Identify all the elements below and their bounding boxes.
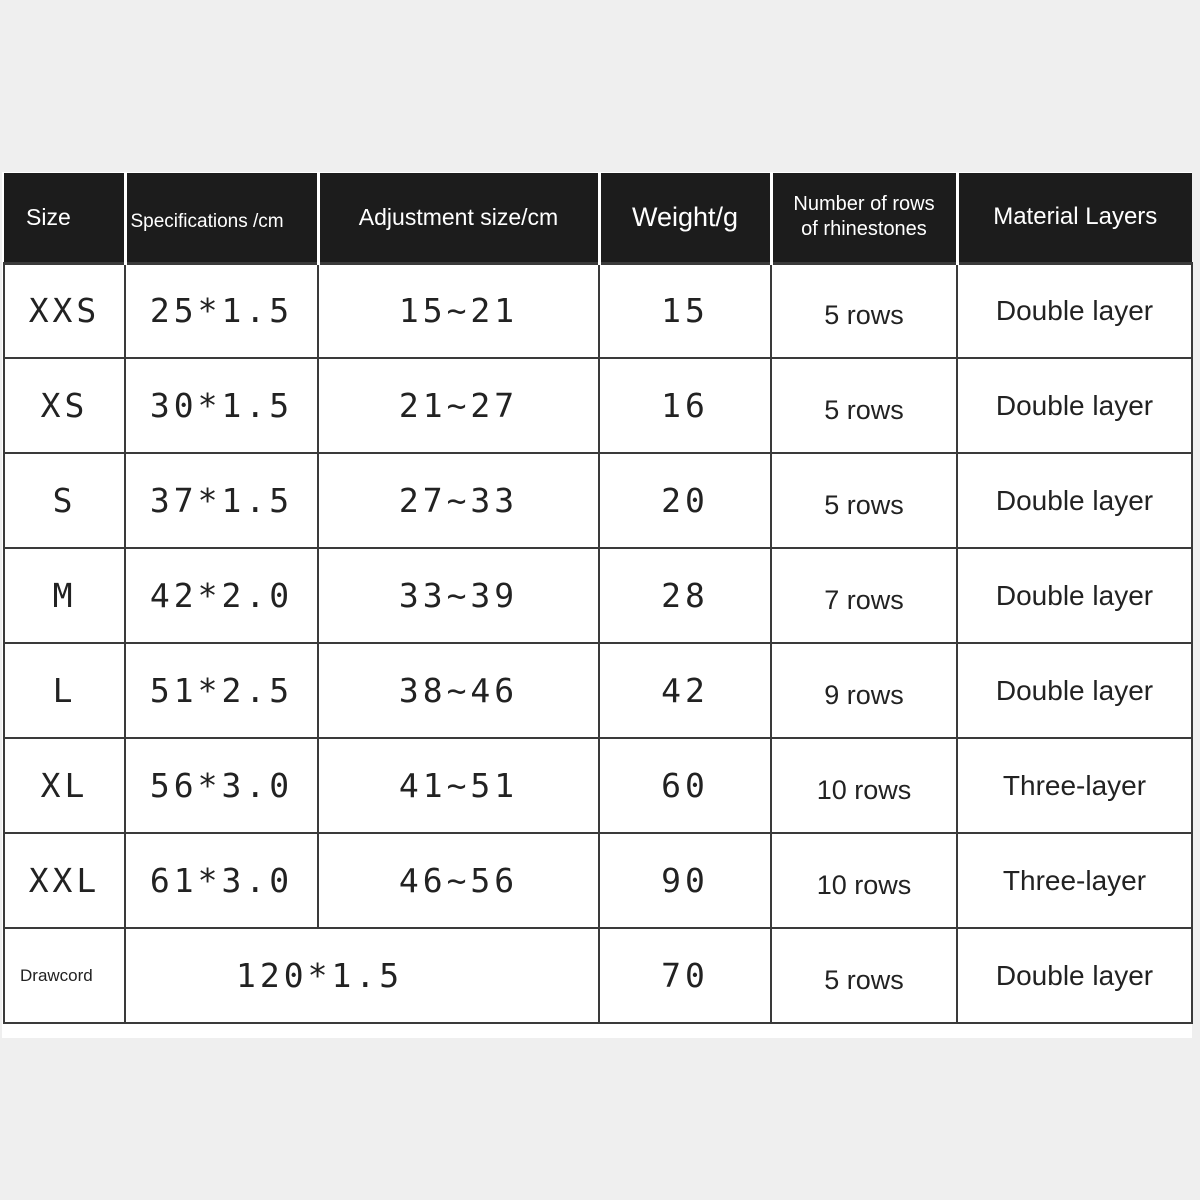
header-size: Size — [4, 173, 125, 263]
cell-spec: 37*1.5 — [125, 453, 318, 548]
cell-rows: 9 rows — [771, 643, 957, 738]
cell-rows: 5 rows — [771, 358, 957, 453]
header-rows-line2: of rhinestones — [801, 218, 927, 241]
cell-rows: 5 rows — [771, 263, 957, 358]
cell-material: Double layer — [957, 358, 1192, 453]
cell-size: XS — [4, 358, 125, 453]
header-weight: Weight/g — [599, 173, 771, 263]
cell-spec: 56*3.0 — [125, 738, 318, 833]
table-row — [4, 833, 1192, 928]
cell-material: Double layer — [957, 453, 1192, 548]
table-row-drawcord — [4, 928, 1192, 1023]
cell-adjustment: 21~27 — [318, 358, 599, 453]
header-material-layers: Material Layers — [957, 173, 1192, 263]
cell-spec: 51*2.5 — [125, 643, 318, 738]
table-header-row — [4, 173, 1192, 263]
cell-material: Double layer — [957, 928, 1192, 1023]
cell-size: XXL — [4, 833, 125, 928]
cell-weight: 70 — [599, 928, 771, 1023]
table-row — [4, 263, 1192, 358]
cell-material: Double layer — [957, 643, 1192, 738]
cell-size: XXS — [4, 263, 125, 358]
cell-spec: 61*3.0 — [125, 833, 318, 928]
cell-adjustment: 38~46 — [318, 643, 599, 738]
table-row — [4, 738, 1192, 833]
cell-material: Three-layer — [957, 738, 1192, 833]
cell-rows: 5 rows — [771, 928, 957, 1023]
cell-spec: 120*1.5 — [125, 928, 599, 1023]
cell-adjustment: 41~51 — [318, 738, 599, 833]
cell-rows: 5 rows — [771, 453, 957, 548]
cell-size: L — [4, 643, 125, 738]
header-rhinestone-rows — [771, 173, 957, 263]
cell-spec: 30*1.5 — [125, 358, 318, 453]
cell-size: XL — [4, 738, 125, 833]
cell-weight: 28 — [599, 548, 771, 643]
size-chart — [2, 172, 1192, 1038]
table-row — [4, 358, 1192, 453]
table-row — [4, 453, 1192, 548]
cell-weight: 20 — [599, 453, 771, 548]
cell-spec: 42*2.0 — [125, 548, 318, 643]
table-row — [4, 548, 1192, 643]
cell-adjustment: 33~39 — [318, 548, 599, 643]
table-row — [4, 643, 1192, 738]
cell-rows: 7 rows — [771, 548, 957, 643]
cell-weight: 15 — [599, 263, 771, 358]
cell-adjustment: 27~33 — [318, 453, 599, 548]
cell-weight: 42 — [599, 643, 771, 738]
cell-weight: 90 — [599, 833, 771, 928]
cell-weight: 16 — [599, 358, 771, 453]
cell-adjustment: 46~56 — [318, 833, 599, 928]
cell-weight: 60 — [599, 738, 771, 833]
cell-material: Double layer — [957, 263, 1192, 358]
cell-material: Double layer — [957, 548, 1192, 643]
cell-size: S — [4, 453, 125, 548]
cell-rows: 10 rows — [771, 833, 957, 928]
cell-adjustment: 15~21 — [318, 263, 599, 358]
cell-size: Drawcord — [4, 928, 125, 1023]
cell-material: Three-layer — [957, 833, 1192, 928]
cell-spec: 25*1.5 — [125, 263, 318, 358]
cell-rows: 10 rows — [771, 738, 957, 833]
header-specifications: Specifications /cm — [125, 173, 318, 263]
header-adjustment-size: Adjustment size/cm — [318, 173, 599, 263]
header-rows-line1: Number of rows — [793, 193, 935, 216]
cell-size: M — [4, 548, 125, 643]
size-table — [3, 173, 1193, 1024]
